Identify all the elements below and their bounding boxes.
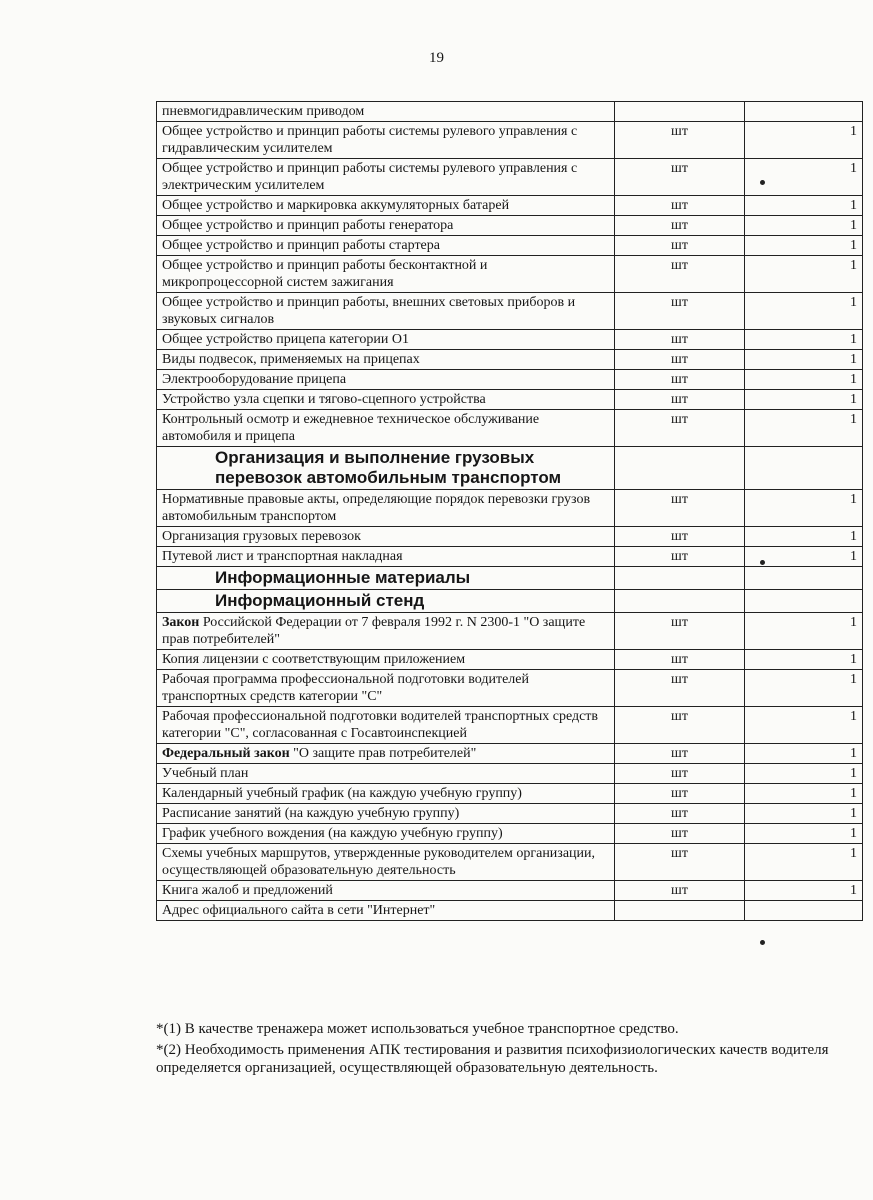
item-name: Общее устройство и принцип работы, внешних световых приборов и звуковых сигналов <box>157 293 615 330</box>
footnote-2: *(2) Необходимость применения АПК тестирования и развития психофизиологических качеств водителя определяется организацией, осуществляющей образовательную деятельность. <box>156 1042 829 1076</box>
item-quantity <box>745 590 863 613</box>
item-quantity: 1 <box>745 390 863 410</box>
item-unit: шт <box>615 613 745 650</box>
item-quantity: 1 <box>745 764 863 784</box>
item-name: Общее устройство и принцип работы системы рулевого управления с электрическим усилителем <box>157 159 615 196</box>
item-name: Общее устройство и принцип работы генератора <box>157 216 615 236</box>
table-row <box>157 613 863 650</box>
item-name: Расписание занятий (на каждую учебную группу) <box>157 804 615 824</box>
item-unit: шт <box>615 547 745 567</box>
table-row <box>157 330 863 350</box>
item-unit: шт <box>615 216 745 236</box>
footnote-1: *(1) В качестве тренажера может использоваться учебное транспортное средство. <box>156 1021 679 1037</box>
table-row <box>157 159 863 196</box>
item-quantity <box>745 102 863 122</box>
scan-speck <box>760 180 765 185</box>
table-row <box>157 881 863 901</box>
item-unit: шт <box>615 293 745 330</box>
item-unit: шт <box>615 410 745 447</box>
item-name: Рабочая программа профессиональной подготовки водителей транспортных средств категории "С" <box>157 670 615 707</box>
item-quantity: 1 <box>745 844 863 881</box>
table-row <box>157 390 863 410</box>
table-row <box>157 350 863 370</box>
item-quantity: 1 <box>745 330 863 350</box>
item-quantity <box>745 901 863 921</box>
item-unit: шт <box>615 159 745 196</box>
item-name: Схемы учебных маршрутов, утвержденные руководителем организации, осуществляющей образовательную деятельность <box>157 844 615 881</box>
item-name <box>157 613 615 650</box>
table-row <box>157 804 863 824</box>
section-title: Информационные материалы <box>157 567 615 590</box>
table-row <box>157 410 863 447</box>
item-name: Календарный учебный график (на каждую учебную группу) <box>157 784 615 804</box>
item-unit: шт <box>615 707 745 744</box>
item-quantity: 1 <box>745 804 863 824</box>
item-unit <box>615 447 745 490</box>
equipment-table <box>156 101 863 921</box>
item-unit: шт <box>615 744 745 764</box>
item-quantity: 1 <box>745 196 863 216</box>
item-quantity: 1 <box>745 159 863 196</box>
item-name: Книга жалоб и предложений <box>157 881 615 901</box>
item-unit <box>615 901 745 921</box>
table-row <box>157 707 863 744</box>
item-unit: шт <box>615 670 745 707</box>
item-name: Контрольный осмотр и ежедневное техническое обслуживание автомобиля и прицепа <box>157 410 615 447</box>
item-quantity: 1 <box>745 670 863 707</box>
item-quantity <box>745 447 863 490</box>
item-unit: шт <box>615 236 745 256</box>
item-quantity: 1 <box>745 410 863 447</box>
table-row <box>157 102 863 122</box>
section-row <box>157 567 863 590</box>
table-row <box>157 650 863 670</box>
scan-speck <box>760 560 765 565</box>
item-name: Рабочая профессиональной подготовки водителей транспортных средств категории "С", согласованная с Госавтоинспекцией <box>157 707 615 744</box>
section-row <box>157 590 863 613</box>
item-quantity: 1 <box>745 216 863 236</box>
item-unit: шт <box>615 844 745 881</box>
table-body <box>157 102 863 921</box>
item-quantity: 1 <box>745 547 863 567</box>
item-unit: шт <box>615 650 745 670</box>
item-name: Путевой лист и транспортная накладная <box>157 547 615 567</box>
table-row <box>157 256 863 293</box>
item-quantity: 1 <box>745 613 863 650</box>
item-quantity: 1 <box>745 490 863 527</box>
table-row <box>157 122 863 159</box>
item-quantity: 1 <box>745 293 863 330</box>
footnotes <box>156 1020 856 1080</box>
item-unit: шт <box>615 256 745 293</box>
item-name: График учебного вождения (на каждую учебную группу) <box>157 824 615 844</box>
item-quantity: 1 <box>745 650 863 670</box>
scan-speck <box>760 940 765 945</box>
item-name: Копия лицензии с соответствующим приложением <box>157 650 615 670</box>
item-quantity: 1 <box>745 784 863 804</box>
item-name: Общее устройство и маркировка аккумуляторных батарей <box>157 196 615 216</box>
item-unit: шт <box>615 804 745 824</box>
item-unit: шт <box>615 527 745 547</box>
section-row <box>157 447 863 490</box>
item-name-prefix: Закон <box>162 615 200 630</box>
item-quantity: 1 <box>745 527 863 547</box>
item-quantity: 1 <box>745 370 863 390</box>
table-row <box>157 824 863 844</box>
item-unit <box>615 102 745 122</box>
item-unit: шт <box>615 350 745 370</box>
table-row <box>157 370 863 390</box>
item-unit <box>615 567 745 590</box>
item-name: Учебный план <box>157 764 615 784</box>
table-row <box>157 670 863 707</box>
table-row <box>157 527 863 547</box>
item-name: Общее устройство и принцип работы системы рулевого управления с гидравлическим усилителем <box>157 122 615 159</box>
table-row <box>157 490 863 527</box>
table-row <box>157 196 863 216</box>
section-title: Информационный стенд <box>157 590 615 613</box>
item-quantity: 1 <box>745 707 863 744</box>
item-quantity: 1 <box>745 744 863 764</box>
table-row <box>157 901 863 921</box>
item-name <box>157 744 615 764</box>
item-quantity: 1 <box>745 122 863 159</box>
item-unit: шт <box>615 490 745 527</box>
item-unit: шт <box>615 824 745 844</box>
item-name: Адрес официального сайта в сети "Интернет" <box>157 901 615 921</box>
item-quantity: 1 <box>745 824 863 844</box>
table-row <box>157 764 863 784</box>
table-row <box>157 236 863 256</box>
item-quantity <box>745 567 863 590</box>
table-row <box>157 744 863 764</box>
item-unit: шт <box>615 764 745 784</box>
table-row <box>157 293 863 330</box>
item-unit: шт <box>615 784 745 804</box>
item-name-rest: "О защите прав потребителей" <box>289 746 477 761</box>
item-name: пневмогидравлическим приводом <box>157 102 615 122</box>
item-name: Электрооборудование прицепа <box>157 370 615 390</box>
item-name-prefix: Федеральный закон <box>162 746 290 761</box>
item-name: Общее устройство прицепа категории О1 <box>157 330 615 350</box>
item-name: Организация грузовых перевозок <box>157 527 615 547</box>
item-name: Виды подвесок, применяемых на прицепах <box>157 350 615 370</box>
item-unit: шт <box>615 330 745 350</box>
item-quantity: 1 <box>745 256 863 293</box>
item-unit <box>615 590 745 613</box>
item-unit: шт <box>615 390 745 410</box>
item-name-rest: Российской Федерации от 7 февраля 1992 г. N 2300-1 "О защите прав потребителей" <box>162 615 586 647</box>
item-name: Общее устройство и принцип работы бесконтактной и микропроцессорной систем зажигания <box>157 256 615 293</box>
item-quantity: 1 <box>745 881 863 901</box>
item-unit: шт <box>615 196 745 216</box>
item-quantity: 1 <box>745 236 863 256</box>
page-number: 19 <box>429 50 444 66</box>
item-name: Устройство узла сцепки и тягово-сцепного устройства <box>157 390 615 410</box>
table-row <box>157 216 863 236</box>
item-name: Нормативные правовые акты, определяющие порядок перевозки грузов автомобильным транспортом <box>157 490 615 527</box>
table-row <box>157 844 863 881</box>
item-unit: шт <box>615 122 745 159</box>
table-row <box>157 547 863 567</box>
item-unit: шт <box>615 881 745 901</box>
item-name: Общее устройство и принцип работы стартера <box>157 236 615 256</box>
section-title: Организация и выполнение грузовых перевозок автомобильным транспортом <box>157 447 615 490</box>
table-row <box>157 784 863 804</box>
item-quantity: 1 <box>745 350 863 370</box>
item-unit: шт <box>615 370 745 390</box>
